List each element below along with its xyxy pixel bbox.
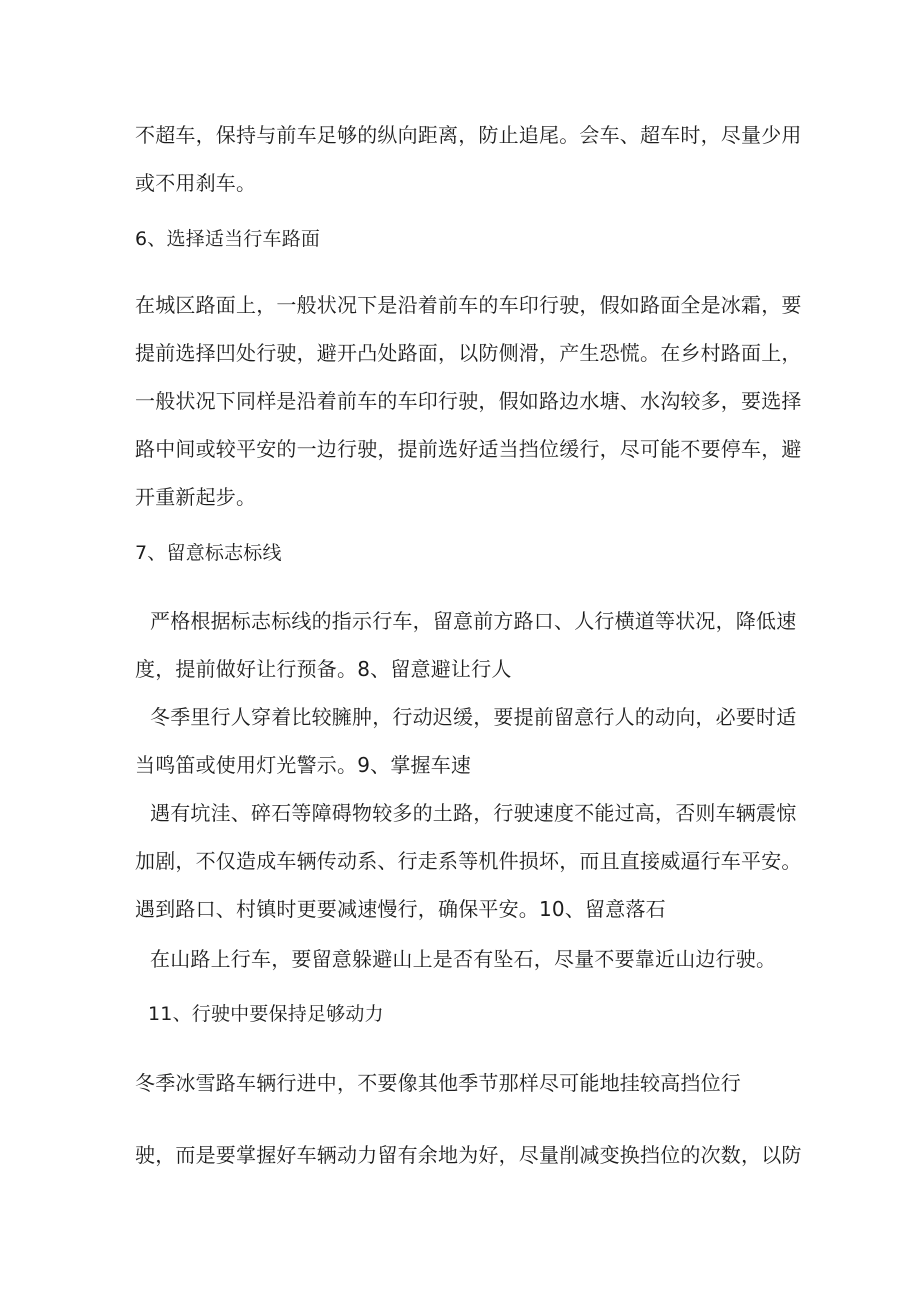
section-heading: 11、行驶中要保持足够动力 <box>148 1003 384 1025</box>
paragraph-line: 开重新起步。 <box>135 485 257 509</box>
paragraph-line: 或不用刹车。 <box>135 171 257 195</box>
paragraph-line: 度，提前做好让行预备。8、留意避让行人 <box>135 657 512 681</box>
paragraph-line: 遇到路口、村镇时更要减速慢行，确保平安。10、留意落石 <box>135 897 666 921</box>
section-heading: 7、留意标志标线 <box>135 542 282 564</box>
section-heading: 6、选择适当行车路面 <box>135 228 321 250</box>
paragraph-line: 在城区路面上，一般状况下是沿着前车的车印行驶，假如路面全是冰霜，要 <box>135 293 802 317</box>
paragraph-line: 当鸣笛或使用灯光警示。9、掌握车速 <box>135 753 472 777</box>
paragraph-line: 一般状况下同样是沿着前车的车印行驶，假如路边水塘、水沟较多，要选择 <box>135 389 802 413</box>
paragraph-line: 冬季里行人穿着比较臃肿，行动迟缓，要提前留意行人的动向，必要时适 <box>150 705 797 729</box>
paragraph-line: 严格根据标志标线的指示行车，留意前方路口、人行横道等状况，降低速 <box>150 609 797 633</box>
paragraph-line: 加剧，不仅造成车辆传动系、行走系等机件损坏，而且直接威逼行车平安。 <box>135 849 802 873</box>
paragraph-line: 遇有坑洼、碎石等障碍物较多的土路，行驶速度不能过高，否则车辆震惊 <box>150 801 797 825</box>
paragraph-line: 路中间或较平安的一边行驶，提前选好适当挡位缓行，尽可能不要停车，避 <box>135 437 802 461</box>
paragraph-line: 冬季冰雪路车辆行进中，不要像其他季节那样尽可能地挂较高挡位行 <box>135 1071 741 1095</box>
paragraph-line: 提前选择凹处行驶，避开凸处路面，以防侧滑，产生恐慌。在乡村路面上， <box>135 341 802 365</box>
paragraph-line: 在山路上行车，要留意躲避山上是否有坠石，尽量不要靠近山边行驶。 <box>150 947 777 971</box>
paragraph-line: 不超车，保持与前车足够的纵向距离，防止追尾。会车、超车时，尽量少用 <box>135 123 802 147</box>
paragraph-line: 驶，而是要掌握好车辆动力留有余地为好，尽量削减变换挡位的次数，以防 <box>135 1143 802 1167</box>
